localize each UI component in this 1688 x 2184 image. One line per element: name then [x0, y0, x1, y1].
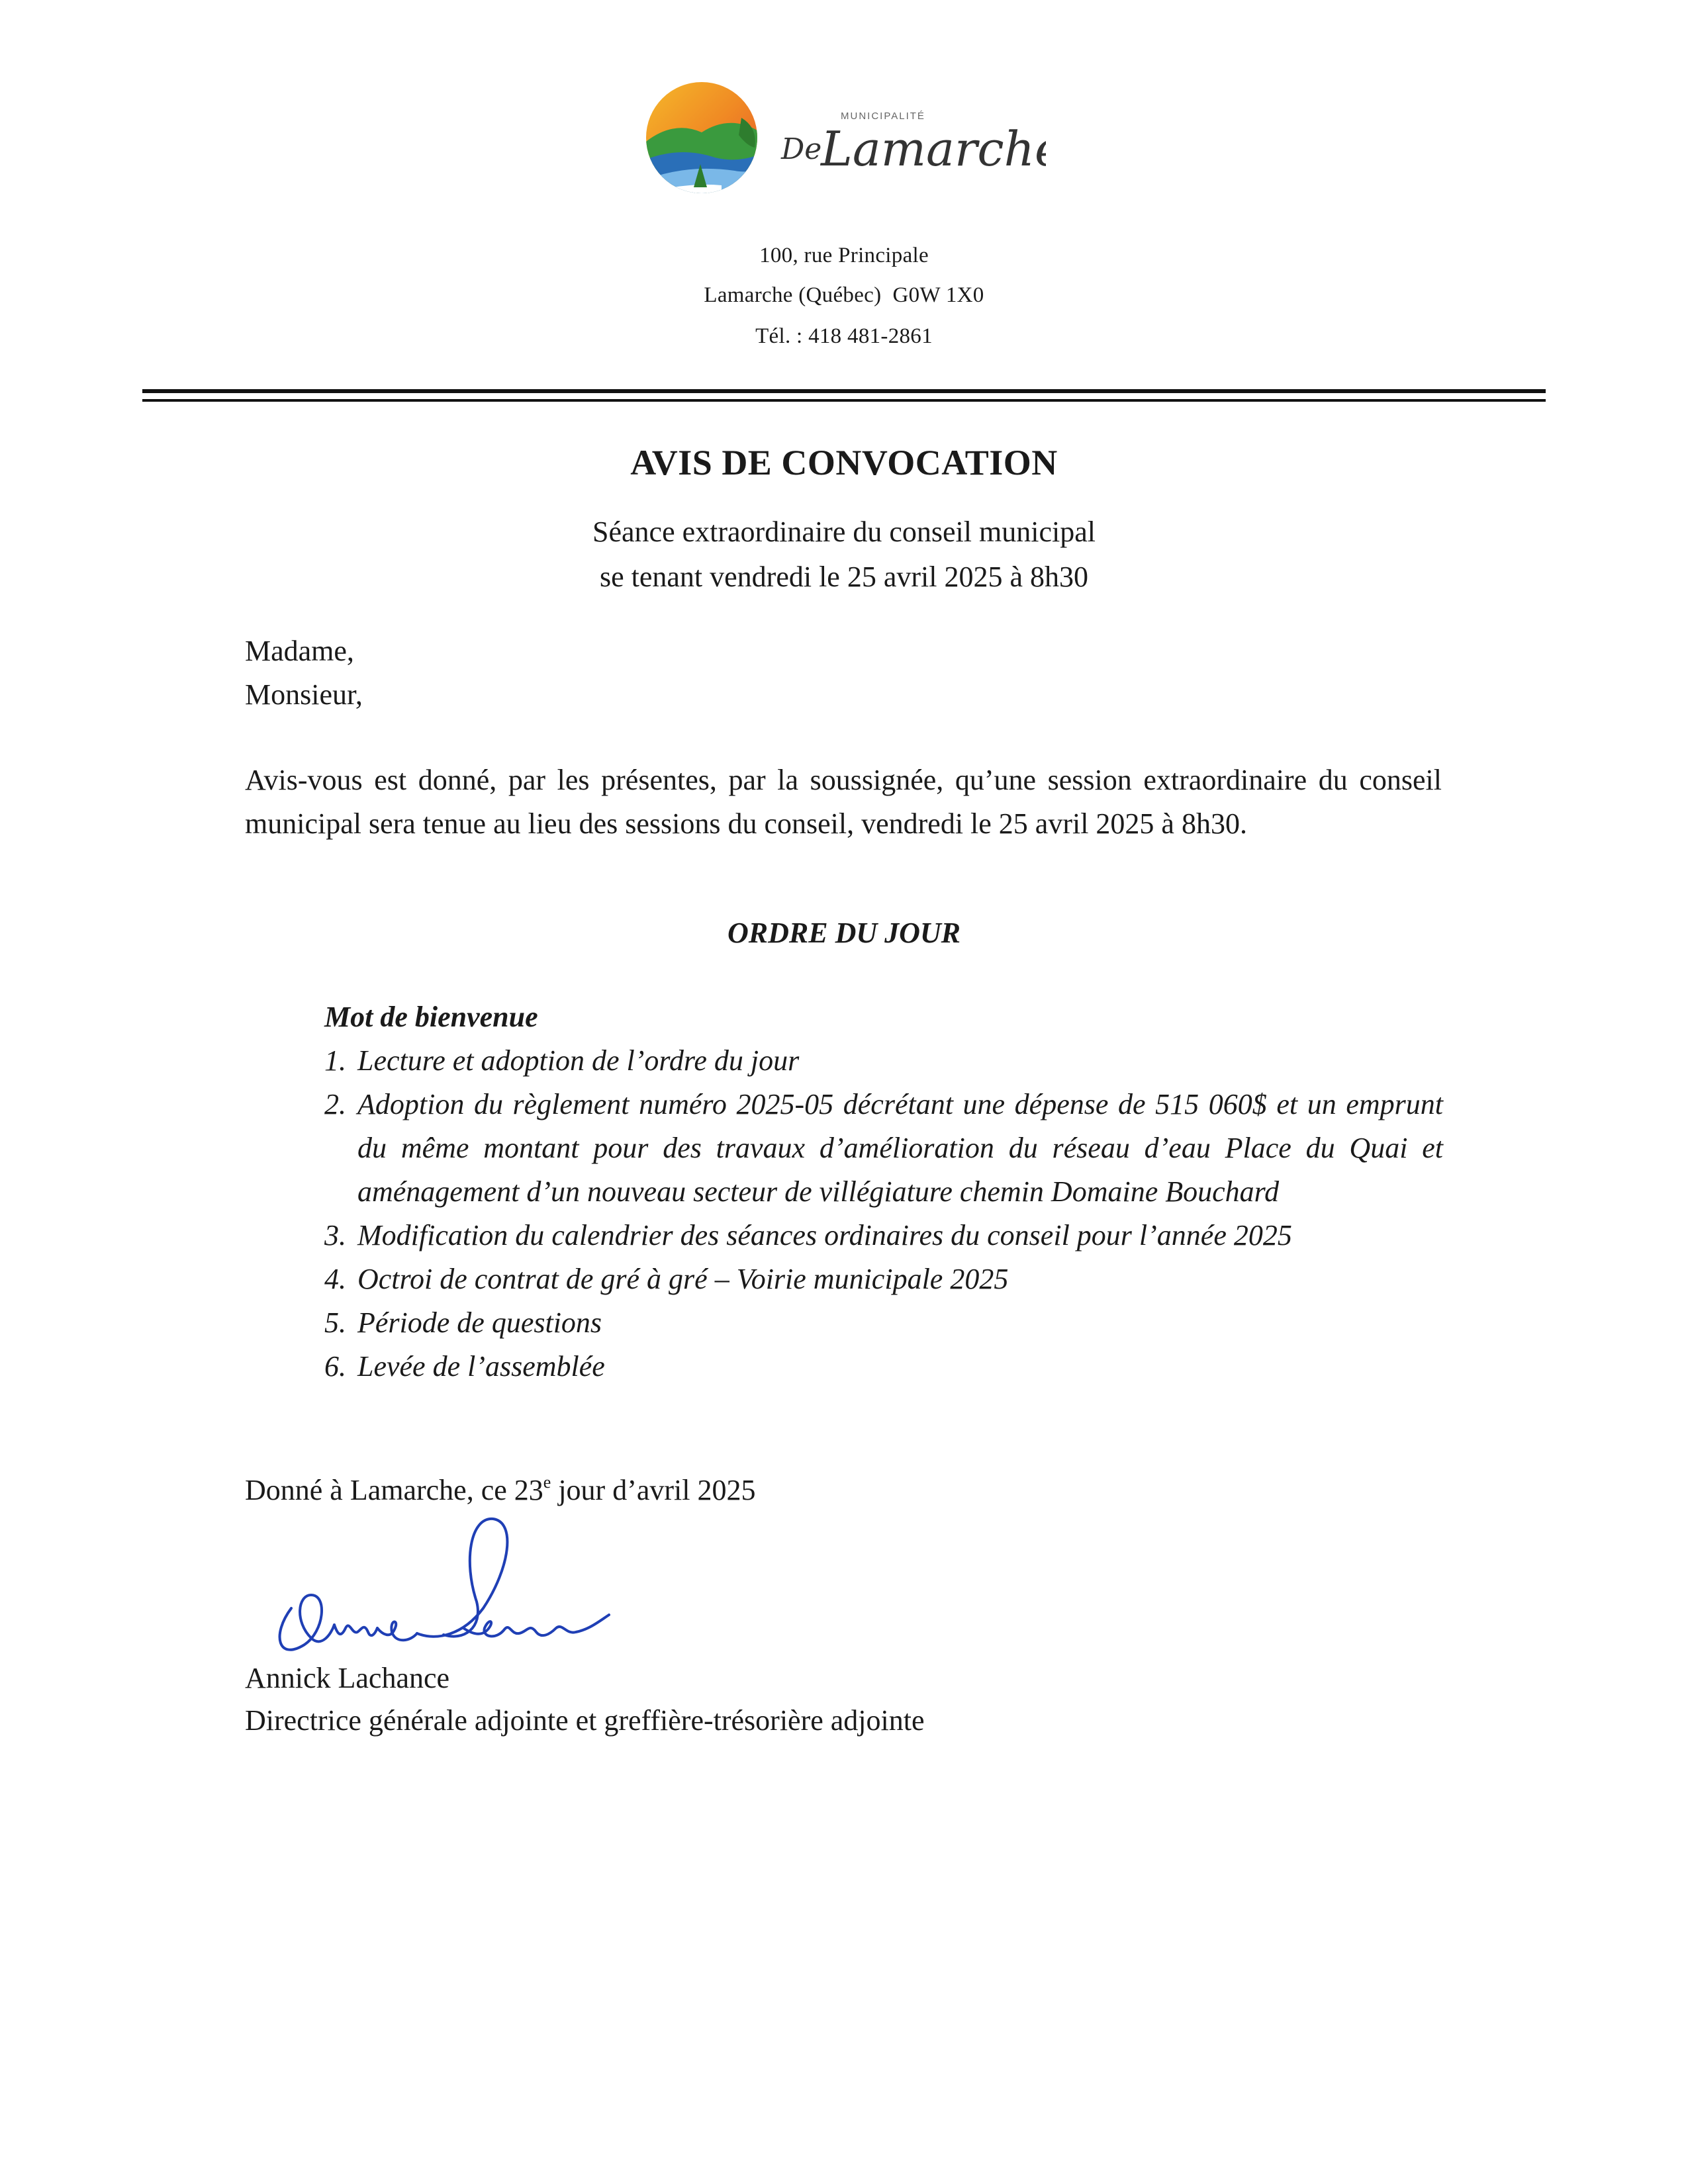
agenda-item-text: Levée de l’assemblée — [357, 1350, 605, 1383]
header-divider-bottom — [142, 399, 1546, 402]
address-city: Lamarche (Québec) G0W 1X0 — [704, 283, 984, 307]
agenda-item-number: 5. — [324, 1306, 346, 1339]
agenda-item-number: 1. — [324, 1044, 346, 1077]
agenda-item — [324, 1345, 1443, 1388]
signatory-position: Directrice générale adjointe et greffière-trésorière adjointe — [245, 1704, 925, 1737]
agenda-heading: ORDRE DU JOUR — [727, 917, 961, 949]
header-divider-top — [142, 389, 1546, 393]
signature-icon — [265, 1502, 635, 1668]
agenda-item — [324, 1301, 1443, 1345]
agenda-item — [324, 1039, 1443, 1083]
logo-script-prefix: De — [781, 132, 822, 166]
agenda-item-number: 2. — [324, 1088, 346, 1120]
salutation-monsieur: Monsieur, — [245, 678, 363, 711]
meeting-subtitle-line2: se tenant vendredi le 25 avril 2025 à 8h30 — [599, 561, 1088, 593]
signatory-name: Annick Lachance — [245, 1662, 450, 1694]
agenda-item — [324, 1083, 1443, 1214]
notice-paragraph: Avis-vous est donné, par les présentes, par la soussignée, qu’une session extraordinaire du conseil municipal sera tenue au lieu des sessions du conseil, vendredi le 25 avril 2025 à 8h30. — [245, 764, 1442, 840]
municipality-landscape-logo-icon — [622, 71, 1046, 197]
agenda-item-number: 4. — [324, 1263, 346, 1295]
logo-script-name: Lamarche — [821, 121, 1046, 177]
agenda-list — [324, 995, 1443, 1388]
agenda-welcome: Mot de bienvenue — [324, 1001, 538, 1033]
agenda-item-text: Adoption du règlement numéro 2025-05 décrétant une dépense de 515 060$ et un emprunt du même montant pour des travaux d’amélioration du réseau d’eau Place du Quai et aménagement d’un nouveau secteur de villégiature chemin Domaine Bouchard — [357, 1088, 1443, 1208]
closing-superscript: e — [543, 1473, 551, 1492]
agenda-item-text: Lecture et adoption de l’ordre du jour — [357, 1044, 800, 1077]
closing-prefix: Donné à Lamarche, ce 23 — [245, 1474, 543, 1506]
closing-suffix: jour d’avril 2025 — [551, 1474, 756, 1506]
address-phone: Tél. : 418 481-2861 — [755, 324, 933, 348]
agenda-item-text: Modification du calendrier des séances ordinaires du conseil pour l’année 2025 — [357, 1219, 1292, 1251]
agenda-item-number: 3. — [324, 1219, 346, 1251]
agenda-item — [324, 1257, 1443, 1301]
meeting-subtitle-line1: Séance extraordinaire du conseil municipal — [592, 516, 1096, 548]
address-street: 100, rue Principale — [759, 244, 929, 267]
logo-caption: MUNICIPALITÉ — [841, 111, 925, 122]
document-title: AVIS DE CONVOCATION — [630, 443, 1058, 482]
agenda-item-text: Période de questions — [357, 1306, 602, 1339]
agenda-item-number: 6. — [324, 1350, 346, 1383]
municipality-logo — [622, 71, 1046, 197]
salutation-madame: Madame, — [245, 635, 354, 667]
agenda-item-text: Octroi de contrat de gré à gré – Voirie municipale 2025 — [357, 1263, 1009, 1295]
handwritten-signature — [265, 1502, 635, 1668]
agenda-item — [324, 1214, 1443, 1257]
